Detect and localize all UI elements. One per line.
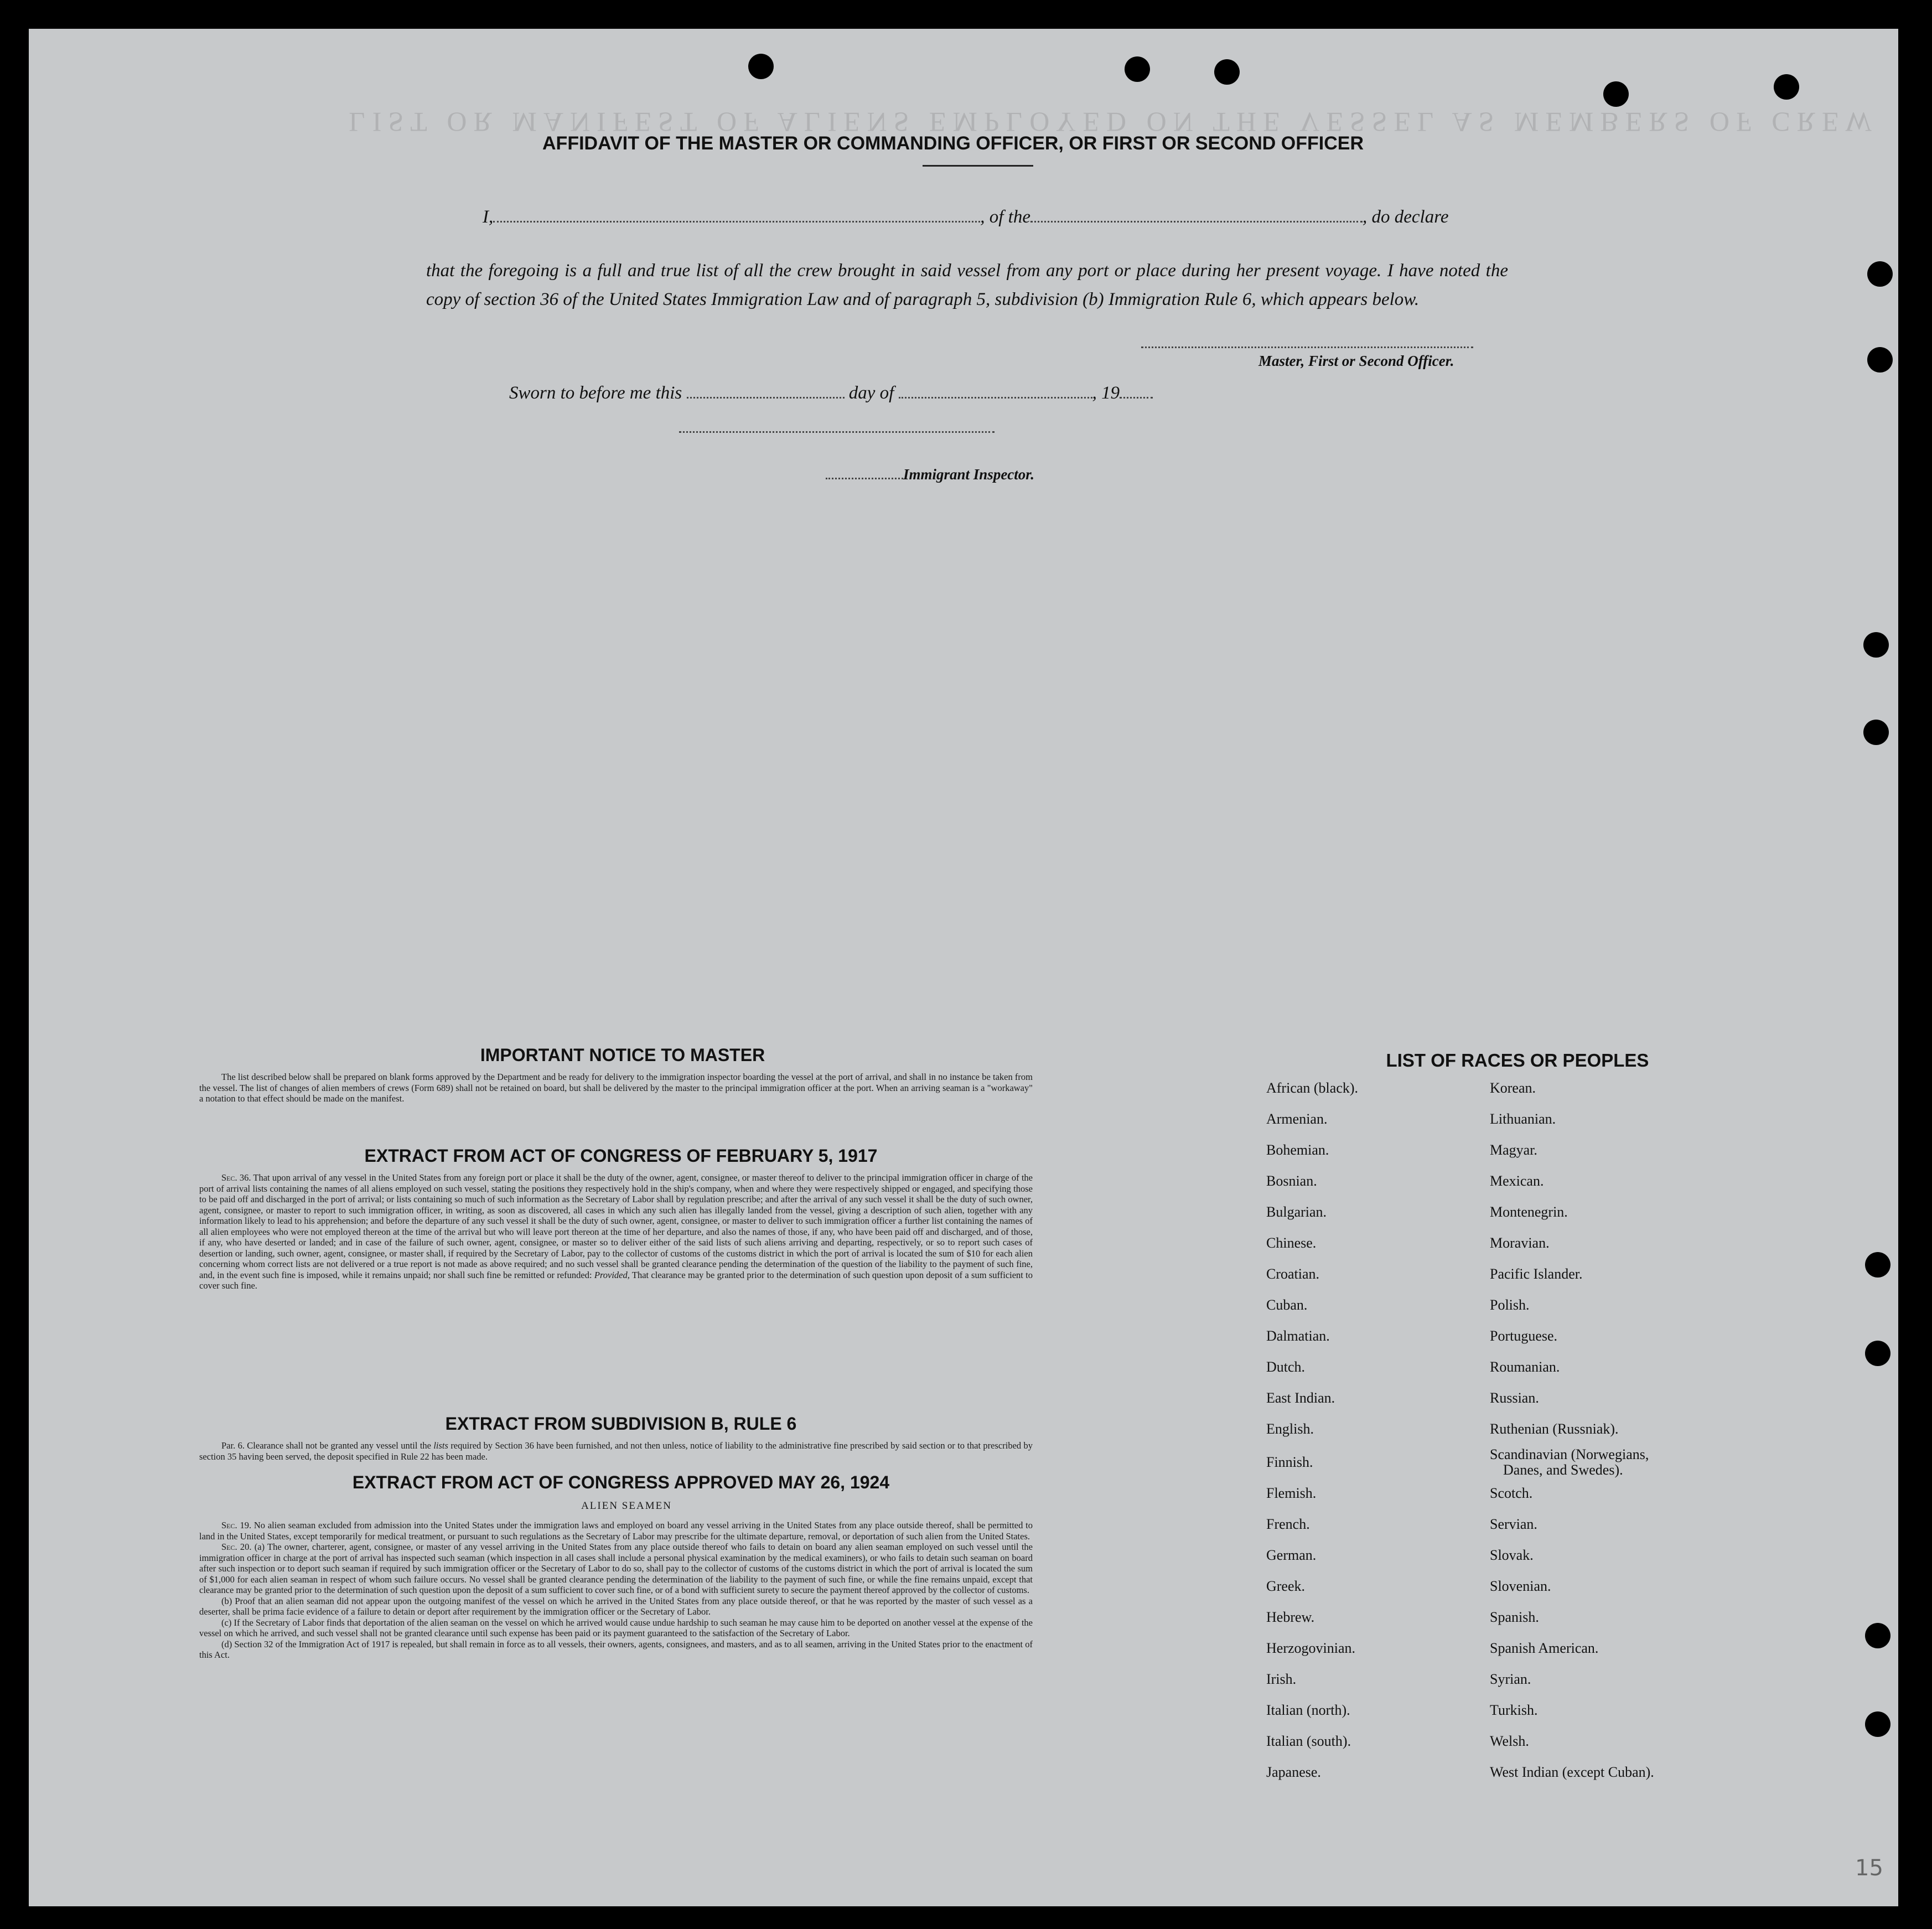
inspector-text: Immigrant Inspector.: [903, 466, 1035, 483]
race-right: Scandinavian (Norwegians,: [1490, 1446, 1649, 1462]
race-left: Dutch.: [1266, 1359, 1306, 1375]
punch-hole: [1865, 1623, 1890, 1648]
race-left: African (black).: [1266, 1080, 1359, 1096]
document-page: [29, 29, 1898, 1906]
sec-36-label: Sec. 36.: [221, 1172, 251, 1183]
race-right: Korean.: [1490, 1080, 1536, 1096]
race-left: Hebrew.: [1266, 1609, 1315, 1625]
race-left: East Indian.: [1266, 1390, 1335, 1406]
punch-hole: [1867, 261, 1893, 287]
extract-rule6-text: [199, 1440, 1033, 1462]
affidavit-paragraph: that the foregoing is a full and true list of all the crew brought in said vessel from any port or place during her present voyage. I have noted the copy of section 36 of the United States Immigration Law and of paragraph 5, subdivision (b) Immigration Rule 6, which appears below.: [426, 261, 1508, 309]
race-left: German.: [1266, 1547, 1317, 1563]
race-right: Montenegrin.: [1490, 1204, 1568, 1220]
master-label: Master, First or Second Officer.: [1258, 353, 1454, 369]
race-left: Armenian.: [1266, 1111, 1328, 1127]
vessel-blank: [1030, 208, 1363, 223]
do-declare-label: , do declare: [1362, 207, 1449, 227]
race-right: Welsh.: [1490, 1733, 1529, 1749]
rule6-text-after: required by Section 36 have been furnished, and not then unless, notice of liability to the administrative fine prescribed by said section or to that prescribed by section 35 having been served, the deposit specified in Rule 22 has been made.: [199, 1440, 1033, 1462]
name-blank: [493, 208, 980, 223]
sec-20a-text: (a) The owner, charterer, agent, consignee, or master of any vessel arriving in the United States from any place outside thereof who fails to detain on board any alien seaman employed on such vessel until the immigration officer in charge at the port of arrival has inspected such seaman (which inspection in all cases shall include a personal physical examination by the medical examiners), or who fails to detain such seaman on board after such inspection or to deport such seaman if required by such immigration officer or the Secretary of Labor to do so, shall pay to the collector of customs of the customs district in which the port of arrival is located the sum of $1,000 for each alien seaman in respect of whom such failure occurs. No vessel shall be granted clearance pending the determination of the liability to the payment of such fine, or while the fine remains unpaid, except that clearance may be granted prior to the determination of such question upon the deposit of a sum sufficient to cover such fine, or of a bond with sufficient surety to secure the payment thereof approved by the collector of customs.: [199, 1542, 1033, 1595]
notice-text: The list described below shall be prepared on blank forms approved by the Department and be ready for delivery to the immigration inspector boarding the vessel at the port of arrival, and shall in no instance be taken from the vessel. The list of changes of alien members of crews (Form 689) shall not be retained on board, but shall be delivered by the master to the principal immigration officer at the port. When an arriving seaman is a "workaway" a notation to that effect should be made on the manifest.: [199, 1072, 1033, 1104]
extract-1917-title: EXTRACT FROM ACT OF CONGRESS OF FEBRUARY 5, 1917: [364, 1146, 878, 1166]
affidavit-declaration-line: [483, 207, 1448, 227]
race-right: Scotch.: [1490, 1485, 1533, 1501]
of-the-label: , of the: [980, 207, 1030, 227]
race-left: Bosnian.: [1266, 1173, 1317, 1189]
sec-20-label: Sec. 20.: [221, 1542, 252, 1552]
provided-word: Provided,: [594, 1269, 630, 1280]
race-left: Finnish.: [1266, 1454, 1313, 1470]
punch-hole: [1865, 1711, 1890, 1737]
races-title: LIST OF RACES OR PEOPLES: [1386, 1050, 1649, 1070]
race-left: Flemish.: [1266, 1485, 1317, 1501]
punch-hole: [748, 54, 774, 79]
race-left: Cuban.: [1266, 1297, 1308, 1313]
sec-20c-text: (c) If the Secretary of Labor finds that deportation of the alien seaman on the vessel on which he arrived would cause undue hardship to such seaman he may cause him to be deported on another vessel at the expense of the vessel on which he arrived, and such vessel shall not be granted clearance until such expense has been paid or its payment guaranteed to the satisfaction of the Secretary of Labor.: [199, 1617, 1033, 1638]
race-right: Spanish.: [1490, 1609, 1539, 1625]
extract-1924-title: EXTRACT FROM ACT OF CONGRESS APPROVED MAY 26, 1924: [352, 1472, 890, 1492]
race-left: English.: [1266, 1421, 1314, 1437]
race-right: Pacific Islander.: [1490, 1266, 1583, 1282]
i-label: I,: [483, 207, 494, 227]
race-right: Servian.: [1490, 1516, 1537, 1532]
day-blank: [687, 384, 845, 399]
title-rule: [923, 165, 1033, 167]
bleed-through-title: LIST OR MANIFEST OF ALIENS EMPLOYED ON THE VESSEL AS MEMBERS OF CREW: [349, 107, 1878, 138]
race-right: Magyar.: [1490, 1142, 1537, 1158]
race-right: Lithuanian.: [1490, 1111, 1556, 1127]
race-right: Moravian.: [1490, 1235, 1550, 1251]
year-blank: [1120, 384, 1153, 399]
inspector-signature-line: [679, 430, 995, 433]
race-left: Croatian.: [1266, 1266, 1320, 1282]
punch-hole: [1214, 59, 1240, 85]
sworn-line: [509, 383, 1153, 404]
punch-hole: [1603, 81, 1629, 107]
sworn-label: Sworn to before me this: [509, 383, 682, 403]
sec-20d-text: (d) Section 32 of the Immigration Act of 1917 is repealed, but shall remain in force as to all vessels, their owners, agents, consignees, and masters, and as to all seamen, arriving in the United States prior to the enactment of this Act.: [199, 1638, 1033, 1660]
punch-hole: [1863, 720, 1889, 745]
race-right: Mexican.: [1490, 1173, 1544, 1189]
extract-1924-text: [199, 1520, 1033, 1661]
race-right: Roumanian.: [1490, 1359, 1560, 1375]
punch-hole: [1774, 74, 1799, 100]
race-right: Slovenian.: [1490, 1578, 1551, 1594]
race-left: Japanese.: [1266, 1764, 1321, 1780]
race-right: Spanish American.: [1490, 1640, 1599, 1656]
race-right: Turkish.: [1490, 1702, 1538, 1718]
race-left: Dalmatian.: [1266, 1328, 1330, 1344]
punch-hole: [1863, 632, 1889, 658]
sec-36-text: That upon arrival of any vessel in the United States from any foreign port or place it shall be the duty of the owner, agent, consignee, or master thereof to deliver to the principal immigration officer in charge of the port of arrival lists containing the names of all aliens employed on such vessel, stating the positions they respectively hold in the ship's company, when and where they were respectively shipped or engaged, and specifying those to be paid off and discharged in the port of arrival; or lists containing so much of such information as the Secretary of Labor shall by regulation prescribe; and after the arrival of any such vessel it shall be the duty of such owner, agent, consignee, or master to report to such immigration officer, in writing, as soon as discovered, all cases in which any such alien has illegally landed from the vessel, giving a description of such alien, together with any information likely to lead to his apprehension; and before the departure of any such vessel it shall be the duty of such owner, agent, consignee, or master to deliver to such immigration officer a further list containing the names of all alien employees who were not employed thereon at the time of the arrival but who will leave port thereon at the time of her departure, and also the names of those, if any, who have been paid off and discharged, and of those, if any, who have deserted or landed; and in case of the failure of such owner, agent, consignee, or master so to deliver either of the said lists of such aliens arriving and departing, respectively, or so to report such cases of desertion or landing, such owner, agent, consignee, or master shall, if required by the Secretary of Labor, pay to the collector of customs of the customs district in which the port of arrival is located the sum of $10 for each alien concerning whom correct lists are not delivered or a true report is not made as above required; and no such vessel shall be granted clearance pending the determination of the question of the liability to the payment of such fine, and, in the event such fine is imposed, while it remains unpaid; nor shall such fine be remitted or refunded:: [199, 1172, 1033, 1280]
punch-hole: [1865, 1341, 1890, 1366]
notice-title: IMPORTANT NOTICE TO MASTER: [480, 1045, 765, 1065]
sec-20b-text: (b) Proof that an alien seaman did not appear upon the outgoing manifest of the vessel on which he arrived in the United States from any place outside thereof, or that he was reported by the master of such vessel as a deserter, shall be prima facie evidence of a failure to detain or deport after requirement by the immigration officer or the Secretary of Labor.: [199, 1595, 1033, 1617]
punch-hole: [1865, 1252, 1890, 1278]
race-right: Polish.: [1490, 1297, 1530, 1313]
race-left: French.: [1266, 1516, 1310, 1532]
race-right: Syrian.: [1490, 1671, 1531, 1687]
race-left: Bulgarian.: [1266, 1204, 1327, 1220]
race-left: Herzogovinian.: [1266, 1640, 1356, 1656]
inspector-dots: [826, 469, 903, 479]
race-left: Irish.: [1266, 1671, 1297, 1687]
punch-hole: [1867, 347, 1893, 373]
sec-19-text: No alien seaman excluded from admission into the United States under the immigration laws and employed on board any vessel arriving in the United States from any place outside thereof, shall be permitted to land in the United States, except temporarily for medical treatment, or pursuant to such regulations as the Secretary of Labor may prescribe for the ultimate departure, removal, or deportation of such alien from the United States.: [199, 1520, 1033, 1542]
margin-handwritten-mark: 15: [1855, 1855, 1883, 1881]
sec-36-text-after: That clearance may be granted prior to the determination of such question upon deposit of a sum sufficient to cover such fine.: [199, 1269, 1033, 1291]
month-blank: [899, 384, 1092, 399]
race-left: Italian (south).: [1266, 1733, 1351, 1749]
race-right: Portuguese.: [1490, 1328, 1558, 1344]
inspector-label: [826, 466, 1034, 483]
race-right: West Indian (except Cuban).: [1490, 1764, 1654, 1780]
punch-hole: [1125, 56, 1150, 82]
year-prefix: , 19: [1092, 383, 1120, 403]
race-left: Bohemian.: [1266, 1142, 1329, 1158]
race-left: Chinese.: [1266, 1235, 1317, 1251]
race-right: Danes, and Swedes).: [1503, 1462, 1623, 1478]
race-right: Russian.: [1490, 1390, 1539, 1406]
lists-word: lists: [433, 1440, 448, 1451]
race-right: Ruthenian (Russniak).: [1490, 1421, 1619, 1437]
extract-rule6-title: EXTRACT FROM SUBDIVISION B, RULE 6: [445, 1414, 797, 1434]
rule6-text-before: Par. 6. Clearance shall not be granted any vessel until the: [221, 1440, 431, 1451]
alien-seamen-subtitle: ALIEN SEAMEN: [581, 1500, 672, 1512]
sec-19-label: Sec. 19.: [221, 1520, 252, 1530]
race-right: Slovak.: [1490, 1547, 1534, 1563]
day-of-label: day of: [848, 383, 894, 403]
race-left: Italian (north).: [1266, 1702, 1350, 1718]
affidavit-title: AFFIDAVIT OF THE MASTER OR COMMANDING OFFICER, OR FIRST OR SECOND OFFICER: [542, 133, 1364, 154]
race-left: Greek.: [1266, 1578, 1306, 1594]
master-signature-line: [1141, 345, 1473, 348]
extract-1917-text: [199, 1172, 1033, 1291]
